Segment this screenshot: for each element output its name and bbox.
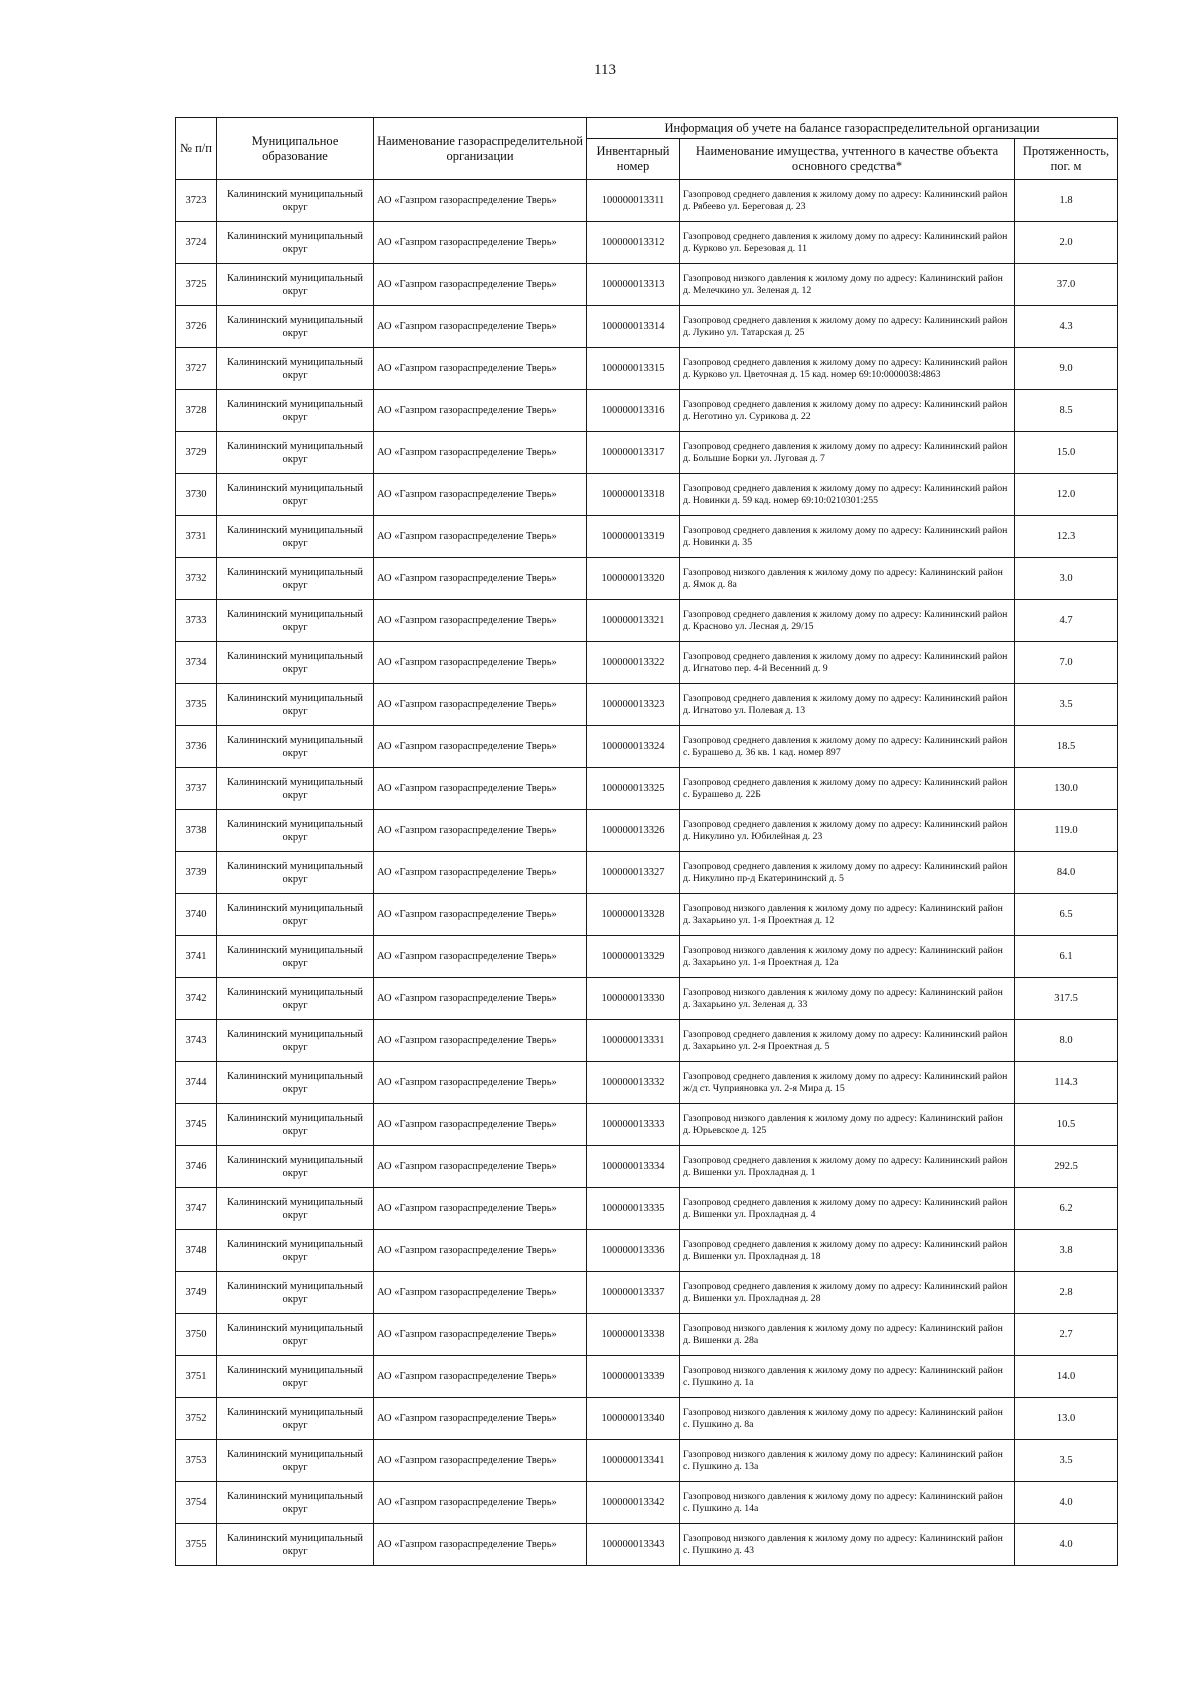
table-row: [176, 936, 1118, 978]
inventory-number-cell: 100000013323: [587, 684, 680, 726]
length-cell: 317.5: [1015, 978, 1118, 1020]
row-number-cell: 3735: [176, 684, 217, 726]
table-row: [176, 1062, 1118, 1104]
table-row: [176, 600, 1118, 642]
asset-name-cell: Газопровод среднего давления к жилому дому по адресу: Калининский район д. Вишенки ул. Прохладная д. 18: [680, 1230, 1015, 1272]
header-org: Наименование газораспределительной организации: [374, 118, 587, 180]
inventory-number-cell: 100000013336: [587, 1230, 680, 1272]
municipality-cell: Калининский муниципальный округ: [217, 768, 374, 810]
header-inventory: Инвентарный номер: [587, 139, 680, 180]
row-number-cell: 3753: [176, 1440, 217, 1482]
municipality-cell: Калининский муниципальный округ: [217, 432, 374, 474]
row-number-cell: 3727: [176, 348, 217, 390]
inventory-number-cell: 100000013334: [587, 1146, 680, 1188]
organization-cell: АО «Газпром газораспределение Тверь»: [374, 264, 587, 306]
row-number-cell: 3724: [176, 222, 217, 264]
organization-cell: АО «Газпром газораспределение Тверь»: [374, 1062, 587, 1104]
organization-cell: АО «Газпром газораспределение Тверь»: [374, 306, 587, 348]
inventory-number-cell: 100000013322: [587, 642, 680, 684]
asset-name-cell: Газопровод среднего давления к жилому дому по адресу: Калининский район д. Большие Борки ул. Луговая д. 7: [680, 432, 1015, 474]
organization-cell: АО «Газпром газораспределение Тверь»: [374, 348, 587, 390]
inventory-number-cell: 100000013343: [587, 1524, 680, 1566]
length-cell: 2.0: [1015, 222, 1118, 264]
row-number-cell: 3743: [176, 1020, 217, 1062]
length-cell: 8.5: [1015, 390, 1118, 432]
organization-cell: АО «Газпром газораспределение Тверь»: [374, 1104, 587, 1146]
inventory-number-cell: 100000013313: [587, 264, 680, 306]
inventory-number-cell: 100000013326: [587, 810, 680, 852]
organization-cell: АО «Газпром газораспределение Тверь»: [374, 1482, 587, 1524]
length-cell: 6.5: [1015, 894, 1118, 936]
municipality-cell: Калининский муниципальный округ: [217, 516, 374, 558]
asset-name-cell: Газопровод низкого давления к жилому дому по адресу: Калининский район д. Захарьино ул. Зеленая д. 33: [680, 978, 1015, 1020]
municipality-cell: Калининский муниципальный округ: [217, 1230, 374, 1272]
inventory-number-cell: 100000013335: [587, 1188, 680, 1230]
length-cell: 292.5: [1015, 1146, 1118, 1188]
municipality-cell: Калининский муниципальный округ: [217, 1188, 374, 1230]
asset-name-cell: Газопровод среднего давления к жилому дому по адресу: Калининский район д. Красново ул. Лесная д. 29/15: [680, 600, 1015, 642]
table-row: [176, 222, 1118, 264]
municipality-cell: Калининский муниципальный округ: [217, 1440, 374, 1482]
municipality-cell: Калининский муниципальный округ: [217, 1272, 374, 1314]
table-row: [176, 1230, 1118, 1272]
table-row: [176, 726, 1118, 768]
asset-name-cell: Газопровод низкого давления к жилому дому по адресу: Калининский район д. Ямок д. 8а: [680, 558, 1015, 600]
table-row: [176, 516, 1118, 558]
table-row: [176, 264, 1118, 306]
municipality-cell: Калининский муниципальный округ: [217, 558, 374, 600]
table-row: [176, 390, 1118, 432]
table-row: [176, 432, 1118, 474]
table-row: [176, 1398, 1118, 1440]
organization-cell: АО «Газпром газораспределение Тверь»: [374, 1398, 587, 1440]
table-row: [176, 1524, 1118, 1566]
asset-name-cell: Газопровод среднего давления к жилому дому по адресу: Калининский район д. Лукино ул. Татарская д. 25: [680, 306, 1015, 348]
municipality-cell: Калининский муниципальный округ: [217, 264, 374, 306]
row-number-cell: 3733: [176, 600, 217, 642]
row-number-cell: 3742: [176, 978, 217, 1020]
length-cell: 3.5: [1015, 684, 1118, 726]
municipality-cell: Калининский муниципальный округ: [217, 684, 374, 726]
length-cell: 14.0: [1015, 1356, 1118, 1398]
length-cell: 4.0: [1015, 1524, 1118, 1566]
organization-cell: АО «Газпром газораспределение Тверь»: [374, 642, 587, 684]
table-row: [176, 474, 1118, 516]
table-row: [176, 1020, 1118, 1062]
inventory-number-cell: 100000013338: [587, 1314, 680, 1356]
table-row: [176, 180, 1118, 222]
row-number-cell: 3731: [176, 516, 217, 558]
length-cell: 10.5: [1015, 1104, 1118, 1146]
length-cell: 3.0: [1015, 558, 1118, 600]
organization-cell: АО «Газпром газораспределение Тверь»: [374, 516, 587, 558]
inventory-number-cell: 100000013317: [587, 432, 680, 474]
length-cell: 3.8: [1015, 1230, 1118, 1272]
row-number-cell: 3748: [176, 1230, 217, 1272]
municipality-cell: Калининский муниципальный округ: [217, 1020, 374, 1062]
organization-cell: АО «Газпром газораспределение Тверь»: [374, 474, 587, 516]
table-row: [176, 978, 1118, 1020]
length-cell: 6.1: [1015, 936, 1118, 978]
asset-name-cell: Газопровод среднего давления к жилому дому по адресу: Калининский район с. Бурашево д. 36 кв. 1 кад. номер 897: [680, 726, 1015, 768]
length-cell: 2.8: [1015, 1272, 1118, 1314]
municipality-cell: Калининский муниципальный округ: [217, 1314, 374, 1356]
asset-name-cell: Газопровод среднего давления к жилому дому по адресу: Калининский район д. Никулино ул. Юбилейная д. 23: [680, 810, 1015, 852]
page-number: 113: [594, 62, 616, 78]
organization-cell: АО «Газпром газораспределение Тверь»: [374, 1314, 587, 1356]
table-row: [176, 348, 1118, 390]
table-row: [176, 558, 1118, 600]
inventory-number-cell: 100000013315: [587, 348, 680, 390]
row-number-cell: 3726: [176, 306, 217, 348]
municipality-cell: Калининский муниципальный округ: [217, 726, 374, 768]
inventory-number-cell: 100000013320: [587, 558, 680, 600]
row-number-cell: 3734: [176, 642, 217, 684]
organization-cell: АО «Газпром газораспределение Тверь»: [374, 432, 587, 474]
municipality-cell: Калининский муниципальный округ: [217, 1398, 374, 1440]
inventory-number-cell: 100000013331: [587, 1020, 680, 1062]
length-cell: 114.3: [1015, 1062, 1118, 1104]
asset-name-cell: Газопровод среднего давления к жилому дому по адресу: Калининский район д. Вишенки ул. Прохладная д. 28: [680, 1272, 1015, 1314]
asset-name-cell: Газопровод низкого давления к жилому дому по адресу: Калининский район с. Пушкино д. 8а: [680, 1398, 1015, 1440]
municipality-cell: Калининский муниципальный округ: [217, 642, 374, 684]
table-row: [176, 768, 1118, 810]
length-cell: 4.0: [1015, 1482, 1118, 1524]
row-number-cell: 3744: [176, 1062, 217, 1104]
asset-name-cell: Газопровод среднего давления к жилому дому по адресу: Калининский район с. Бурашево д. 22Б: [680, 768, 1015, 810]
table-row: [176, 1188, 1118, 1230]
table-row: [176, 810, 1118, 852]
municipality-cell: Калининский муниципальный округ: [217, 180, 374, 222]
inventory-number-cell: 100000013330: [587, 978, 680, 1020]
header-num: № п/п: [176, 118, 217, 180]
organization-cell: АО «Газпром газораспределение Тверь»: [374, 894, 587, 936]
organization-cell: АО «Газпром газораспределение Тверь»: [374, 1020, 587, 1062]
length-cell: 2.7: [1015, 1314, 1118, 1356]
inventory-number-cell: 100000013312: [587, 222, 680, 264]
row-number-cell: 3739: [176, 852, 217, 894]
inventory-number-cell: 100000013329: [587, 936, 680, 978]
asset-name-cell: Газопровод среднего давления к жилому дому по адресу: Калининский район д. Вишенки ул. Прохладная д. 1: [680, 1146, 1015, 1188]
municipality-cell: Калининский муниципальный округ: [217, 852, 374, 894]
inventory-number-cell: 100000013314: [587, 306, 680, 348]
length-cell: 18.5: [1015, 726, 1118, 768]
municipality-cell: Калининский муниципальный округ: [217, 1524, 374, 1566]
inventory-number-cell: 100000013311: [587, 180, 680, 222]
row-number-cell: 3728: [176, 390, 217, 432]
length-cell: 4.3: [1015, 306, 1118, 348]
table-row: [176, 1356, 1118, 1398]
table-row: [176, 1440, 1118, 1482]
asset-name-cell: Газопровод среднего давления к жилому дому по адресу: Калининский район д. Неготино ул. Сурикова д. 22: [680, 390, 1015, 432]
table-row: [176, 306, 1118, 348]
row-number-cell: 3746: [176, 1146, 217, 1188]
inventory-number-cell: 100000013327: [587, 852, 680, 894]
organization-cell: АО «Газпром газораспределение Тверь»: [374, 1524, 587, 1566]
organization-cell: АО «Газпром газораспределение Тверь»: [374, 180, 587, 222]
inventory-number-cell: 100000013318: [587, 474, 680, 516]
inventory-number-cell: 100000013337: [587, 1272, 680, 1314]
header-municipality: Муниципальное образование: [217, 118, 374, 180]
asset-name-cell: Газопровод среднего давления к жилому дому по адресу: Калининский район д. Рябеево ул. Береговая д. 23: [680, 180, 1015, 222]
organization-cell: АО «Газпром газораспределение Тверь»: [374, 1146, 587, 1188]
municipality-cell: Калининский муниципальный округ: [217, 894, 374, 936]
municipality-cell: Калининский муниципальный округ: [217, 810, 374, 852]
length-cell: 3.5: [1015, 1440, 1118, 1482]
asset-name-cell: Газопровод низкого давления к жилому дому по адресу: Калининский район с. Пушкино д. 43: [680, 1524, 1015, 1566]
table-row: [176, 852, 1118, 894]
length-cell: 9.0: [1015, 348, 1118, 390]
row-number-cell: 3741: [176, 936, 217, 978]
organization-cell: АО «Газпром газораспределение Тверь»: [374, 600, 587, 642]
length-cell: 12.3: [1015, 516, 1118, 558]
asset-name-cell: Газопровод среднего давления к жилому дому по адресу: Калининский район д. Курково ул. Цветочная д. 15 кад. номер 69:10:0000038:4863: [680, 348, 1015, 390]
table-row: [176, 1104, 1118, 1146]
organization-cell: АО «Газпром газораспределение Тверь»: [374, 558, 587, 600]
row-number-cell: 3754: [176, 1482, 217, 1524]
asset-name-cell: Газопровод низкого давления к жилому дому по адресу: Калининский район с. Пушкино д. 13а: [680, 1440, 1015, 1482]
table-row: [176, 1482, 1118, 1524]
inventory-number-cell: 100000013319: [587, 516, 680, 558]
organization-cell: АО «Газпром газораспределение Тверь»: [374, 726, 587, 768]
row-number-cell: 3732: [176, 558, 217, 600]
row-number-cell: 3740: [176, 894, 217, 936]
row-number-cell: 3737: [176, 768, 217, 810]
organization-cell: АО «Газпром газораспределение Тверь»: [374, 684, 587, 726]
municipality-cell: Калининский муниципальный округ: [217, 936, 374, 978]
row-number-cell: 3723: [176, 180, 217, 222]
asset-name-cell: Газопровод низкого давления к жилому дому по адресу: Калининский район д. Юрьевское д. 125: [680, 1104, 1015, 1146]
asset-name-cell: Газопровод низкого давления к жилому дому по адресу: Калининский район д. Вишенки д. 28а: [680, 1314, 1015, 1356]
header-length: Протяженность, пог. м: [1015, 139, 1118, 180]
asset-name-cell: Газопровод среднего давления к жилому дому по адресу: Калининский район д. Игнатово ул. Полевая д. 13: [680, 684, 1015, 726]
municipality-cell: Калининский муниципальный округ: [217, 348, 374, 390]
inventory-number-cell: 100000013332: [587, 1062, 680, 1104]
row-number-cell: 3752: [176, 1398, 217, 1440]
row-number-cell: 3749: [176, 1272, 217, 1314]
municipality-cell: Калининский муниципальный округ: [217, 1062, 374, 1104]
row-number-cell: 3751: [176, 1356, 217, 1398]
asset-name-cell: Газопровод среднего давления к жилому дому по адресу: Калининский район д. Никулино пр-д Екатерининский д. 5: [680, 852, 1015, 894]
municipality-cell: Калининский муниципальный округ: [217, 1104, 374, 1146]
inventory-number-cell: 100000013328: [587, 894, 680, 936]
asset-name-cell: Газопровод низкого давления к жилому дому по адресу: Калининский район с. Пушкино д. 1а: [680, 1356, 1015, 1398]
table-row: [176, 1146, 1118, 1188]
length-cell: 8.0: [1015, 1020, 1118, 1062]
header-group-balance-info: Информация об учете на балансе газораспределительной организации: [587, 118, 1118, 139]
organization-cell: АО «Газпром газораспределение Тверь»: [374, 1272, 587, 1314]
organization-cell: АО «Газпром газораспределение Тверь»: [374, 222, 587, 264]
table-row: [176, 684, 1118, 726]
length-cell: 1.8: [1015, 180, 1118, 222]
organization-cell: АО «Газпром газораспределение Тверь»: [374, 852, 587, 894]
row-number-cell: 3750: [176, 1314, 217, 1356]
inventory-number-cell: 100000013340: [587, 1398, 680, 1440]
table-body: [176, 180, 1118, 1566]
organization-cell: АО «Газпром газораспределение Тверь»: [374, 1230, 587, 1272]
inventory-number-cell: 100000013321: [587, 600, 680, 642]
asset-name-cell: Газопровод среднего давления к жилому дому по адресу: Калининский район д. Курково ул. Березовая д. 11: [680, 222, 1015, 264]
inventory-number-cell: 100000013333: [587, 1104, 680, 1146]
inventory-number-cell: 100000013342: [587, 1482, 680, 1524]
inventory-number-cell: 100000013325: [587, 768, 680, 810]
municipality-cell: Калининский муниципальный округ: [217, 978, 374, 1020]
row-number-cell: 3730: [176, 474, 217, 516]
row-number-cell: 3745: [176, 1104, 217, 1146]
length-cell: 13.0: [1015, 1398, 1118, 1440]
length-cell: 15.0: [1015, 432, 1118, 474]
asset-name-cell: Газопровод среднего давления к жилому дому по адресу: Калининский район д. Захарьино ул. 2-я Проектная д. 5: [680, 1020, 1015, 1062]
asset-name-cell: Газопровод низкого давления к жилому дому по адресу: Калининский район д. Захарьино ул. 1-я Проектная д. 12: [680, 894, 1015, 936]
table-row: [176, 894, 1118, 936]
row-number-cell: 3738: [176, 810, 217, 852]
table-header: [176, 118, 1118, 180]
organization-cell: АО «Газпром газораспределение Тверь»: [374, 1440, 587, 1482]
length-cell: 4.7: [1015, 600, 1118, 642]
organization-cell: АО «Газпром газораспределение Тверь»: [374, 768, 587, 810]
length-cell: 84.0: [1015, 852, 1118, 894]
length-cell: 130.0: [1015, 768, 1118, 810]
row-number-cell: 3755: [176, 1524, 217, 1566]
municipality-cell: Калининский муниципальный округ: [217, 1356, 374, 1398]
header-asset: Наименование имущества, учтенного в качестве объекта основного средства*: [680, 139, 1015, 180]
table-row: [176, 1272, 1118, 1314]
asset-name-cell: Газопровод среднего давления к жилому дому по адресу: Калининский район д. Новинки д. 59 кад. номер 69:10:0210301:255: [680, 474, 1015, 516]
inventory-number-cell: 100000013341: [587, 1440, 680, 1482]
municipality-cell: Калининский муниципальный округ: [217, 390, 374, 432]
asset-name-cell: Газопровод низкого давления к жилому дому по адресу: Калининский район д. Захарьино ул. 1-я Проектная д. 12а: [680, 936, 1015, 978]
inventory-number-cell: 100000013339: [587, 1356, 680, 1398]
municipality-cell: Калининский муниципальный округ: [217, 600, 374, 642]
length-cell: 7.0: [1015, 642, 1118, 684]
length-cell: 119.0: [1015, 810, 1118, 852]
asset-name-cell: Газопровод среднего давления к жилому дому по адресу: Калининский район д. Игнатово пер. 4-й Весенний д. 9: [680, 642, 1015, 684]
row-number-cell: 3736: [176, 726, 217, 768]
municipality-cell: Калининский муниципальный округ: [217, 1146, 374, 1188]
municipality-cell: Калининский муниципальный округ: [217, 1482, 374, 1524]
length-cell: 6.2: [1015, 1188, 1118, 1230]
municipality-cell: Калининский муниципальный округ: [217, 222, 374, 264]
asset-name-cell: Газопровод среднего давления к жилому дому по адресу: Калининский район д. Новинки д. 35: [680, 516, 1015, 558]
table-row: [176, 642, 1118, 684]
organization-cell: АО «Газпром газораспределение Тверь»: [374, 390, 587, 432]
length-cell: 12.0: [1015, 474, 1118, 516]
inventory-number-cell: 100000013324: [587, 726, 680, 768]
table-row: [176, 1314, 1118, 1356]
length-cell: 37.0: [1015, 264, 1118, 306]
organization-cell: АО «Газпром газораспределение Тверь»: [374, 1188, 587, 1230]
organization-cell: АО «Газпром газораспределение Тверь»: [374, 936, 587, 978]
asset-name-cell: Газопровод среднего давления к жилому дому по адресу: Калининский район д. Вишенки ул. Прохладная д. 4: [680, 1188, 1015, 1230]
row-number-cell: 3725: [176, 264, 217, 306]
row-number-cell: 3729: [176, 432, 217, 474]
asset-registry-table: [175, 117, 1118, 1566]
organization-cell: АО «Газпром газораспределение Тверь»: [374, 810, 587, 852]
municipality-cell: Калининский муниципальный округ: [217, 306, 374, 348]
asset-name-cell: Газопровод низкого давления к жилому дому по адресу: Калининский район с. Пушкино д. 14а: [680, 1482, 1015, 1524]
municipality-cell: Калининский муниципальный округ: [217, 474, 374, 516]
asset-name-cell: Газопровод среднего давления к жилому дому по адресу: Калининский район ж/д ст. Чуприяновка ул. 2-я Мира д. 15: [680, 1062, 1015, 1104]
organization-cell: АО «Газпром газораспределение Тверь»: [374, 1356, 587, 1398]
organization-cell: АО «Газпром газораспределение Тверь»: [374, 978, 587, 1020]
row-number-cell: 3747: [176, 1188, 217, 1230]
asset-name-cell: Газопровод низкого давления к жилому дому по адресу: Калининский район д. Мелечкино ул. Зеленая д. 12: [680, 264, 1015, 306]
inventory-number-cell: 100000013316: [587, 390, 680, 432]
